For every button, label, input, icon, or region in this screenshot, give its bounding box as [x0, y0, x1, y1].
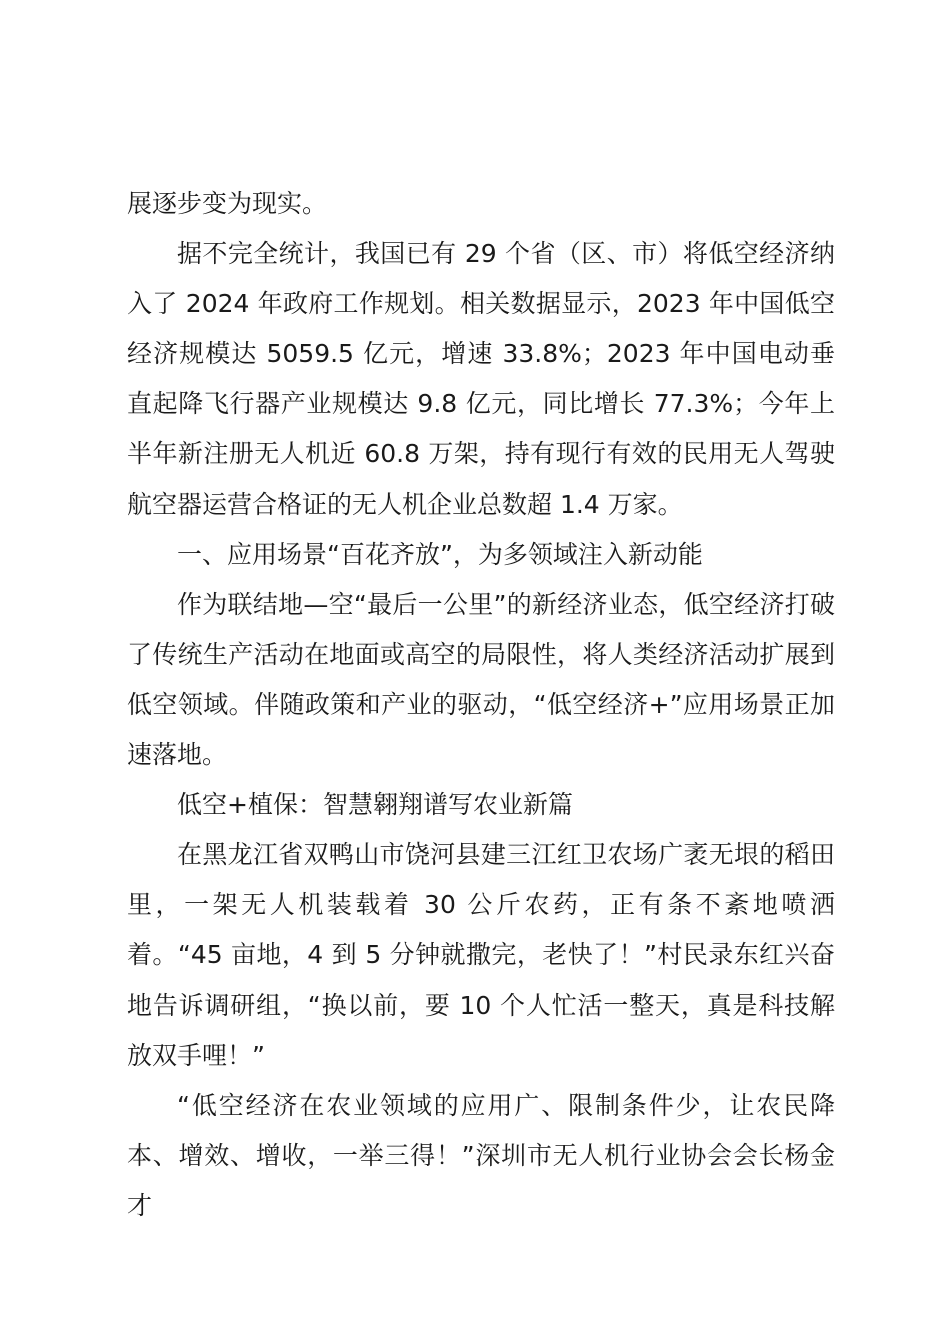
paragraph-quote: “低空经济在农业领域的应用广、限制条件少，让农民降本、增效、增收，一举三得！”深圳市无人机行业协会会长杨金才 [127, 1090, 835, 1220]
paragraph-statistics: 据不完全统计，我国已有 29 个省（区、市）将低空经济纳入了 2024 年政府工作规划。相关数据显示，2023 年中国低空经济规模达 5059.5 亿元，增速 33.8%；2023 年中国电动垂直起降飞行器产业规模达 9.8 亿元，同比增长 77.3%；今年上半年新注册无人机近 60.8 万架，持有现行有效的民用无人驾驶航空器运营合格证的无人机企业总数超 1.4 万家。 [127, 239, 835, 519]
subsection-heading: 低空+植保：智慧翱翔谱写农业新篇 [177, 790, 573, 820]
section-heading: 一、应用场景“百花齐放”，为多领域注入新动能 [177, 539, 703, 569]
paragraph-farm-story: 在黑龙江省双鸭山市饶河县建三江红卫农场广袤无垠的稻田里，一架无人机装载着 30 公斤农药，正有条不紊地喷洒着。“45 亩地，4 到 5 分钟就撒完，老快了！”村民录东红兴奋地告诉调研组，“换以前，要 10 个人忙活一整天，真是科技解放双手哩！” [127, 840, 835, 1070]
paragraph-continuation: 展逐步变为现实。 [127, 189, 328, 218]
paragraph-intro: 作为联结地—空“最后一公里”的新经济业态，低空经济打破了传统生产活动在地面或高空的局限性，将人类经济活动扩展到低空领域。伴随政策和产业的驱动，“低空经济+”应用场景正加速落地。 [127, 589, 835, 770]
document-body [127, 179, 835, 1231]
